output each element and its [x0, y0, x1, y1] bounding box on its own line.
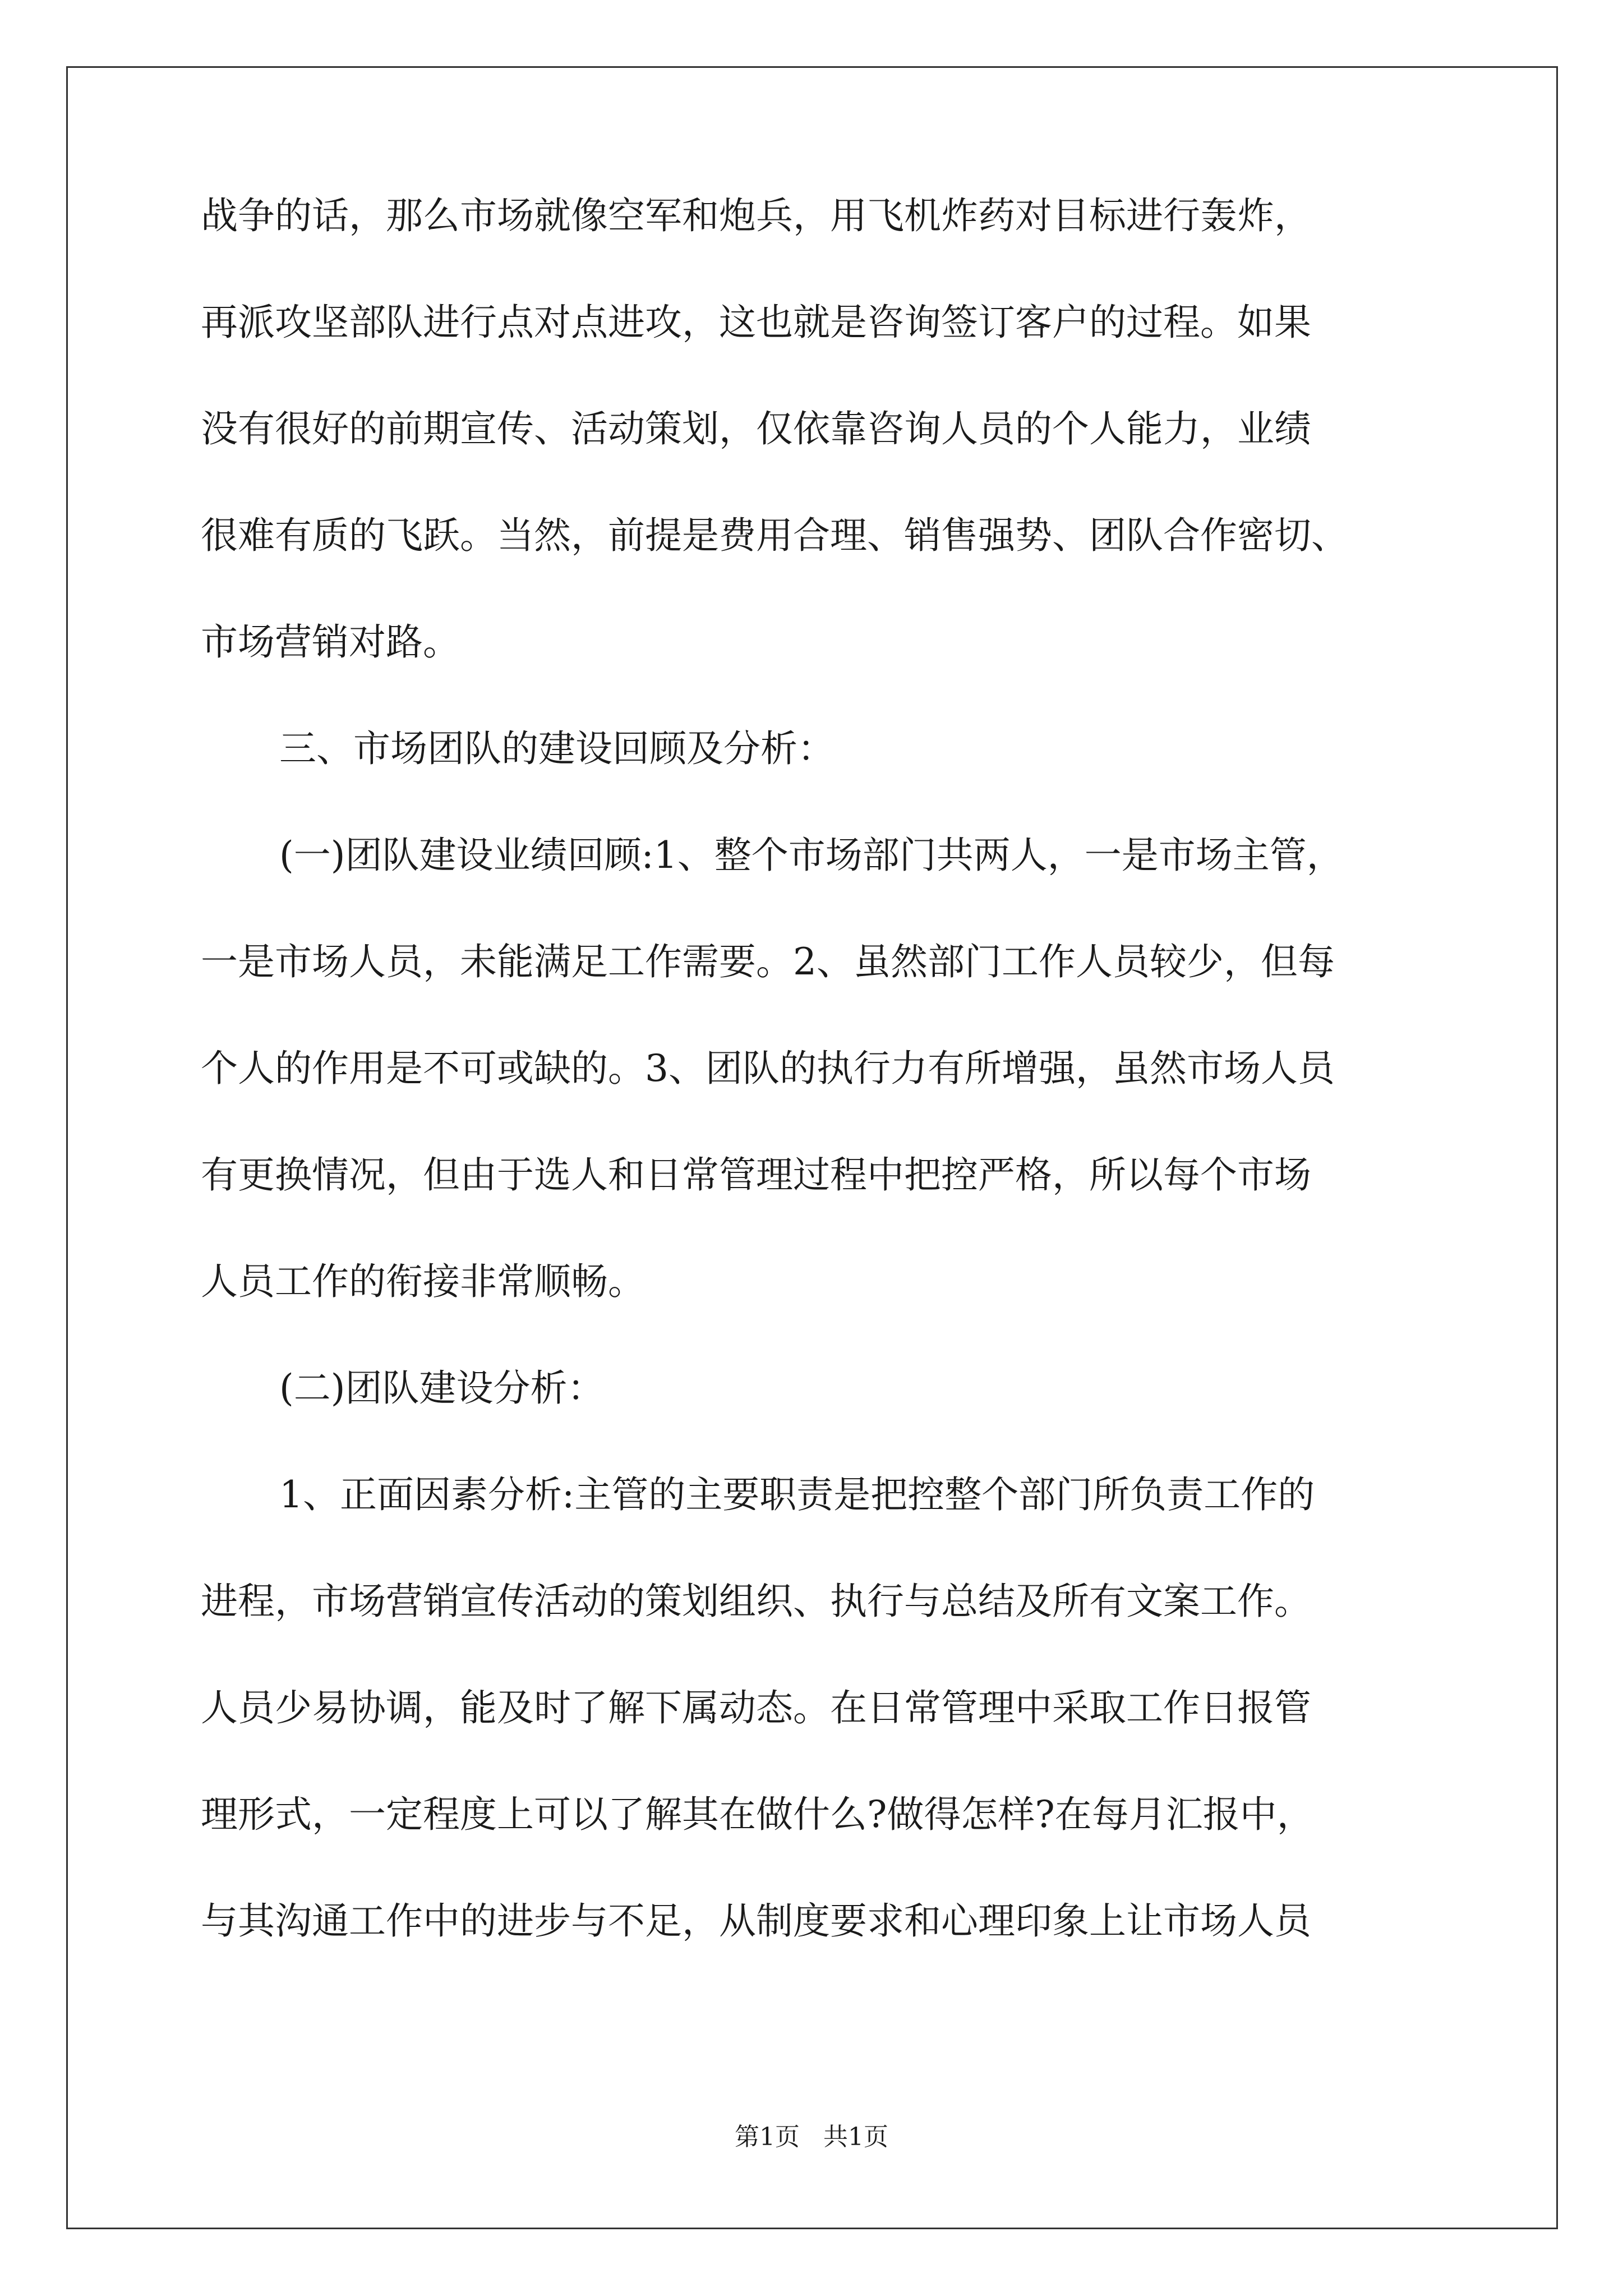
- text-line: 再派攻坚部队进行点对点进攻，这也就是咨询签订客户的过程。如果: [201, 301, 1311, 344]
- text-line: 与其沟通工作中的进步与不足，从制度要求和心理印象上让市场人员: [201, 1899, 1311, 1943]
- text-line: 人员少易协调，能及时了解下属动态。在日常管理中采取工作日报管: [201, 1686, 1311, 1729]
- text-line: 人员工作的衔接非常顺畅。: [201, 1260, 645, 1303]
- paragraph-start: 1、正面因素分析:主管的主要职责是把控整个部门所负责工作的: [279, 1473, 1315, 1516]
- page-number-footer: 第1页 共1页: [735, 2123, 888, 2151]
- subsection-heading-2: (二)团队建设分析：: [279, 1366, 605, 1410]
- text-line: 一是市场人员，未能满足工作需要。2、虽然部门工作人员较少，但每: [201, 940, 1335, 983]
- text-line: 有更换情况，但由于选人和日常管理过程中把控严格，所以每个市场: [201, 1153, 1311, 1197]
- text-line: 很难有质的飞跃。当然，前提是费用合理、销售强势、团队合作密切、: [201, 514, 1348, 557]
- text-line: 个人的作用是不可或缺的。3、团队的执行力有所增强，虽然市场人员: [201, 1047, 1335, 1090]
- subsection-heading-1: (一)团队建设业绩回顾:1、整个市场部门共两人，一是市场主管，: [279, 834, 1344, 877]
- text-line: 进程，市场营销宣传活动的策划组织、执行与总结及所有文案工作。: [201, 1580, 1311, 1623]
- text-line: 理形式，一定程度上可以了解其在做什么?做得怎样?在每月汇报中，: [201, 1793, 1314, 1836]
- text-line: 战争的话，那么市场就像空军和炮兵，用飞机炸药对目标进行轰炸，: [201, 194, 1311, 237]
- section-heading-3: 三、市场团队的建设回顾及分析：: [279, 727, 834, 770]
- text-line: 市场营销对路。: [201, 620, 460, 664]
- document-body: [201, 163, 1435, 1975]
- text-line: 没有很好的前期宣传、活动策划，仅依靠咨询人员的个人能力，业绩: [201, 407, 1311, 450]
